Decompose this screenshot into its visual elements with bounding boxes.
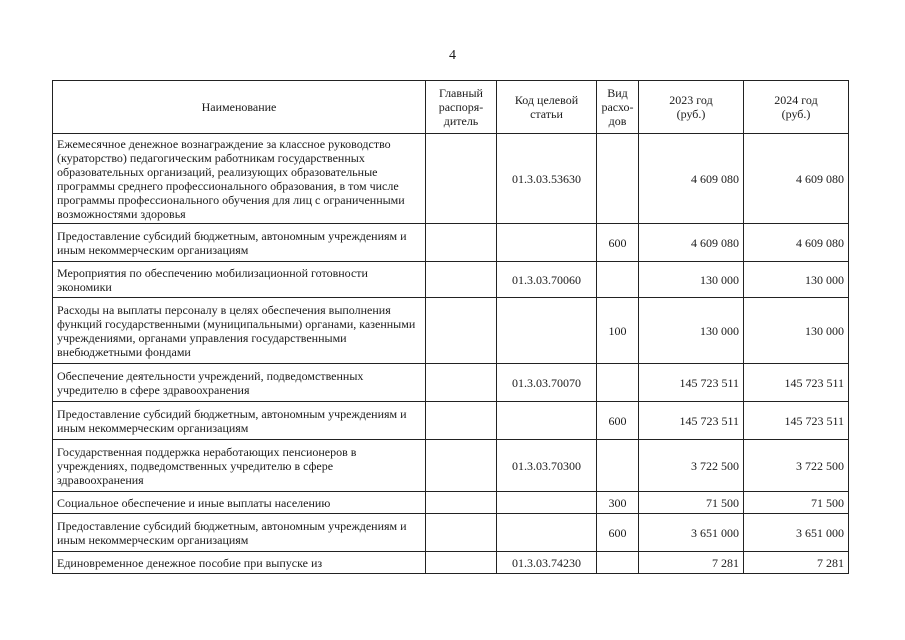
cell-type (597, 262, 639, 298)
cell-2024: 130 000 (744, 262, 849, 298)
cell-2023: 145 723 511 (639, 402, 744, 440)
cell-admin (426, 224, 497, 262)
header-type-line3: дов (608, 114, 627, 128)
cell-2023: 3 722 500 (639, 440, 744, 492)
cell-2024: 145 723 511 (744, 364, 849, 402)
cell-type (597, 552, 639, 574)
cell-type: 600 (597, 514, 639, 552)
header-code-line2: статьи (530, 107, 563, 121)
cell-type (597, 364, 639, 402)
table-header-row (53, 81, 849, 134)
cell-name: Ежемесячное денежное вознаграждение за классное руководство (кураторство) педагогическим работникам государственных образовательных организаций, реализующих образовательные программы среднего профессионального образования, в том числе программы профессионального обучения для лиц с ограниченными возможностями здоровья (53, 134, 426, 224)
cell-2023: 130 000 (639, 262, 744, 298)
cell-2024: 3 651 000 (744, 514, 849, 552)
cell-admin (426, 552, 497, 574)
cell-code: 01.3.03.53630 (497, 134, 597, 224)
cell-code (497, 514, 597, 552)
cell-code: 01.3.03.70060 (497, 262, 597, 298)
header-code (497, 81, 597, 134)
cell-admin (426, 440, 497, 492)
cell-type: 600 (597, 402, 639, 440)
cell-type (597, 134, 639, 224)
table-row (53, 364, 849, 402)
header-2024-line1: 2024 год (774, 93, 818, 107)
cell-name: Мероприятия по обеспечению мобилизационной готовности экономики (53, 262, 426, 298)
header-type-line2: расхо- (601, 100, 634, 114)
header-admin-line2: распоря- (438, 100, 484, 114)
table-row (53, 134, 849, 224)
header-admin-line3: дитель (443, 114, 479, 128)
cell-name: Предоставление субсидий бюджетным, автономным учреждениям и иным некоммерческим организациям (53, 224, 426, 262)
cell-type: 600 (597, 224, 639, 262)
cell-2023: 145 723 511 (639, 364, 744, 402)
cell-admin (426, 492, 497, 514)
cell-2024: 145 723 511 (744, 402, 849, 440)
cell-type: 100 (597, 298, 639, 364)
header-name (53, 81, 426, 134)
header-code-line1: Код целевой (514, 93, 579, 107)
cell-2023: 130 000 (639, 298, 744, 364)
cell-admin (426, 364, 497, 402)
table-row (53, 402, 849, 440)
cell-code: 01.3.03.74230 (497, 552, 597, 574)
cell-2024: 4 609 080 (744, 224, 849, 262)
header-2024-line2: (руб.) (781, 107, 811, 121)
cell-admin (426, 514, 497, 552)
cell-code (497, 492, 597, 514)
cell-2023: 3 651 000 (639, 514, 744, 552)
cell-2024: 71 500 (744, 492, 849, 514)
cell-admin (426, 298, 497, 364)
cell-2024: 4 609 080 (744, 134, 849, 224)
cell-name: Государственная поддержка неработающих пенсионеров в учреждениях, подведомственных учредителю в сфере здравоохранения (53, 440, 426, 492)
cell-admin (426, 262, 497, 298)
cell-code: 01.3.03.70300 (497, 440, 597, 492)
cell-2024: 130 000 (744, 298, 849, 364)
cell-name: Социальное обеспечение и иные выплаты населению (53, 492, 426, 514)
table-row (53, 552, 849, 574)
page-number: 4 (449, 48, 456, 63)
cell-2023: 71 500 (639, 492, 744, 514)
cell-name: Обеспечение деятельности учреждений, подведомственных учредителю в сфере здравоохранения (53, 364, 426, 402)
header-2023-line1: 2023 год (669, 93, 713, 107)
budget-table (52, 80, 849, 574)
table-row (53, 492, 849, 514)
cell-type: 300 (597, 492, 639, 514)
header-2023 (639, 81, 744, 134)
cell-admin (426, 402, 497, 440)
header-2023-line2: (руб.) (676, 107, 706, 121)
cell-name: Предоставление субсидий бюджетным, автономным учреждениям и иным некоммерческим организациям (53, 514, 426, 552)
cell-code (497, 224, 597, 262)
cell-type (597, 440, 639, 492)
table-row (53, 224, 849, 262)
cell-name: Единовременное денежное пособие при выпуске из (53, 552, 426, 574)
cell-name: Расходы на выплаты персоналу в целях обеспечения выполнения функций государственными (муниципальными) органами, казенными учреждениями, органами управления государственными внебюджетными фондами (53, 298, 426, 364)
cell-2024: 3 722 500 (744, 440, 849, 492)
cell-name: Предоставление субсидий бюджетным, автономным учреждениям и иным некоммерческим организациям (53, 402, 426, 440)
cell-code (497, 298, 597, 364)
table-row (53, 298, 849, 364)
cell-2023: 4 609 080 (639, 134, 744, 224)
cell-2024: 7 281 (744, 552, 849, 574)
cell-code (497, 402, 597, 440)
header-type-line1: Вид (607, 86, 628, 100)
cell-code: 01.3.03.70070 (497, 364, 597, 402)
cell-2023: 7 281 (639, 552, 744, 574)
header-admin (426, 81, 497, 134)
table-row (53, 262, 849, 298)
table-row (53, 440, 849, 492)
header-type (597, 81, 639, 134)
cell-2023: 4 609 080 (639, 224, 744, 262)
header-admin-line1: Главный (439, 86, 483, 100)
header-2024 (744, 81, 849, 134)
header-name-label: Наименование (201, 100, 277, 114)
cell-admin (426, 134, 497, 224)
table-row (53, 514, 849, 552)
